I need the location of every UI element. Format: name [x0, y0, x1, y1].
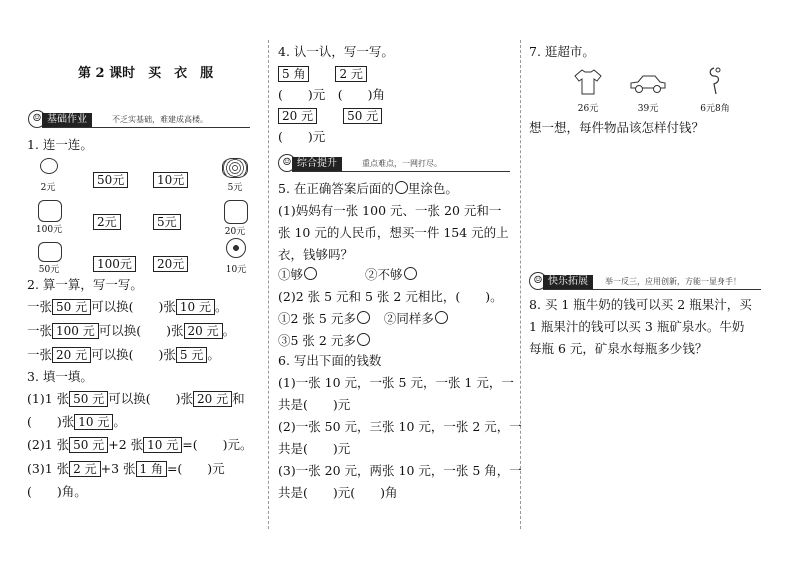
text: 可以换( )张: [91, 347, 176, 362]
q5-title: [278, 181, 458, 197]
text: 一张: [27, 323, 53, 338]
money-box: 5元: [153, 214, 181, 230]
money-box: 50 元: [69, 437, 108, 453]
q3-line: ( )角。: [27, 484, 87, 499]
ball-10yuan-icon: [226, 238, 246, 258]
option-label: ③5 张 2 元多: [278, 333, 356, 348]
q4-row: [278, 108, 382, 124]
money-box: 20元: [153, 256, 188, 272]
bill-50yuan-icon: [38, 242, 62, 262]
text: 一张: [27, 299, 53, 314]
section-banner-happy: [529, 272, 761, 290]
text: (2)1 张: [27, 437, 70, 452]
answer-circle[interactable]: [435, 311, 448, 324]
q5-options: [278, 333, 370, 349]
q2-row: [27, 323, 235, 339]
text: 。: [113, 414, 126, 429]
section-slogan: 重点难点，一网打尽。: [362, 159, 442, 168]
q1-title: 1. 连一连。: [27, 137, 93, 152]
q2-row: [27, 347, 220, 363]
text: (3)1 张: [27, 461, 70, 476]
caption: 2元: [40, 183, 56, 193]
text: 可以换( )张: [108, 391, 193, 406]
q6-line: (3)一张 20 元，两张 10 元，一张 5 角，一: [278, 463, 522, 478]
money-box: 5 元: [176, 347, 207, 363]
q6-line: 共是( )元: [278, 441, 351, 456]
q3-line: [27, 414, 126, 430]
column-divider-1: [268, 40, 269, 529]
money-box: 50 元: [343, 108, 382, 124]
money-box: 100 元: [52, 323, 99, 339]
divider: [543, 289, 761, 290]
q4-blank-row: ( )元: [278, 129, 326, 144]
text: ( )张: [27, 414, 75, 429]
answer-circle[interactable]: [357, 311, 370, 324]
money-box: 20 元: [278, 108, 317, 124]
bill-20yuan-icon: [224, 200, 248, 224]
money-box: 2元: [93, 214, 121, 230]
q5-options: [278, 267, 417, 283]
text: (1)1 张: [27, 391, 70, 406]
answer-circle[interactable]: [304, 267, 317, 280]
q3-title: 3. 填一填。: [27, 369, 93, 384]
q6-line: (1)一张 10 元，一张 5 元，一张 1 元，一: [278, 375, 514, 390]
divider: [42, 127, 250, 128]
text: 。: [207, 347, 220, 362]
bill-100yuan-icon: [38, 200, 62, 222]
money-box: 5 角: [278, 66, 309, 82]
q6-line: 共是( )元( )角: [278, 485, 398, 500]
money-box: 50 元: [69, 391, 108, 407]
divider: [292, 171, 510, 172]
money-box: 20 元: [52, 347, 91, 363]
text: +2 张: [108, 437, 144, 452]
text: =( )元: [166, 461, 225, 476]
toy-car-icon: [628, 72, 668, 96]
cartoon-face-icon: ☺: [278, 154, 296, 172]
text: 和: [232, 391, 245, 406]
price-label: 39元: [637, 104, 659, 114]
section-slogan: 不乏实基础，难建成高楼。: [112, 115, 208, 124]
cartoon-face-icon: ☺: [28, 110, 46, 128]
text: 可以换( )张: [98, 323, 184, 338]
q6-line: 共是( )元: [278, 397, 351, 412]
q6-title: 6. 写出下面的钱数: [278, 353, 382, 368]
q5-text: (1)妈妈有一张 100 元、一张 20 元和一: [278, 203, 502, 218]
caption: 5元: [227, 183, 243, 193]
option-label: ②不够: [365, 267, 403, 282]
price-label: 6元8角: [700, 104, 730, 114]
q8-line: 每瓶 6 元，矿泉水每瓶多少钱？: [529, 341, 708, 356]
text: 里涂色。: [407, 181, 458, 196]
q4-row: [278, 66, 367, 82]
text: 。: [222, 323, 236, 338]
q5-text: (2)2 张 5 元和 5 张 2 元相比，( )。: [278, 289, 503, 304]
q5-options: [278, 311, 448, 327]
option-label: ②同样多: [383, 311, 434, 326]
q4-title: 4. 认一认，写一写。: [278, 44, 394, 59]
cartoon-face-icon: ☺: [529, 272, 547, 290]
q5-text: 衣，钱够吗？: [278, 247, 354, 262]
section-banner-combo: [278, 154, 510, 172]
coins-5yuan-icon: [222, 158, 248, 178]
money-box: 10 元: [176, 299, 215, 315]
q5-text: 张 10 元的人民币，想买一件 154 元的上: [278, 225, 509, 240]
money-box: 50 元: [52, 299, 91, 315]
money-box: 10 元: [143, 437, 182, 453]
toy-icon: [704, 66, 726, 96]
option-label: ①2 张 5 元多: [278, 311, 356, 326]
section-tag: 综合提升: [292, 157, 342, 171]
section-slogan: 举一反三，应用创新，方能一显身手！: [605, 277, 741, 286]
q7-question: 想一想，每件物品该怎样付钱？: [529, 120, 705, 135]
text: 5. 在正确答案后面的: [278, 181, 394, 196]
column-divider-2: [520, 40, 521, 529]
q2-title: 2. 算一算，写一写。: [27, 277, 143, 292]
caption: 100元: [35, 225, 63, 235]
q7-title: 7. 逛超市。: [529, 44, 595, 59]
page-title: 第 2 课时 买 衣 服: [78, 66, 214, 81]
q6-line: (2)一张 50 元，三张 10 元，一张 2 元，一: [278, 419, 522, 434]
text: 。: [214, 299, 228, 314]
money-box: 20 元: [184, 323, 223, 339]
caption: 10元: [225, 265, 247, 275]
text: 一张: [27, 347, 53, 362]
price-label: 26元: [577, 104, 599, 114]
option-label: ①够: [278, 267, 304, 282]
text: =( )元。: [182, 437, 253, 452]
money-box: 20 元: [193, 391, 232, 407]
money-box: 1 角: [136, 461, 167, 477]
money-box: 2 元: [335, 66, 366, 82]
answer-circle[interactable]: [404, 267, 417, 280]
money-box: 100元: [93, 256, 136, 272]
text: 可以换( )张: [91, 299, 176, 314]
q4-blank-row: ( )元 ( )角: [278, 87, 386, 102]
q3-line: [27, 391, 245, 407]
section-banner-basic: [28, 110, 250, 128]
answer-circle[interactable]: [357, 333, 370, 346]
answer-circle: [395, 181, 408, 194]
caption: 20元: [224, 227, 246, 237]
section-tag: 快乐拓展: [543, 275, 593, 289]
coin-2yuan-icon: [40, 158, 58, 174]
q3-line: [27, 437, 252, 453]
money-box: 2 元: [69, 461, 100, 477]
section-tag: 基础作业: [42, 113, 92, 127]
q3-line: [27, 461, 225, 477]
money-box: 10 元: [74, 414, 113, 430]
money-box: 50元: [93, 172, 128, 188]
text: +3 张: [100, 461, 136, 476]
q8-line: 8. 买 1 瓶牛奶的钱可以买 2 瓶果汁，买: [529, 297, 752, 312]
money-box: 10元: [153, 172, 188, 188]
q2-row: [27, 299, 227, 315]
shirt-icon: [573, 68, 603, 96]
q8-line: 1 瓶果汁的钱可以买 3 瓶矿泉水。牛奶: [529, 319, 745, 334]
caption: 50元: [38, 265, 60, 275]
